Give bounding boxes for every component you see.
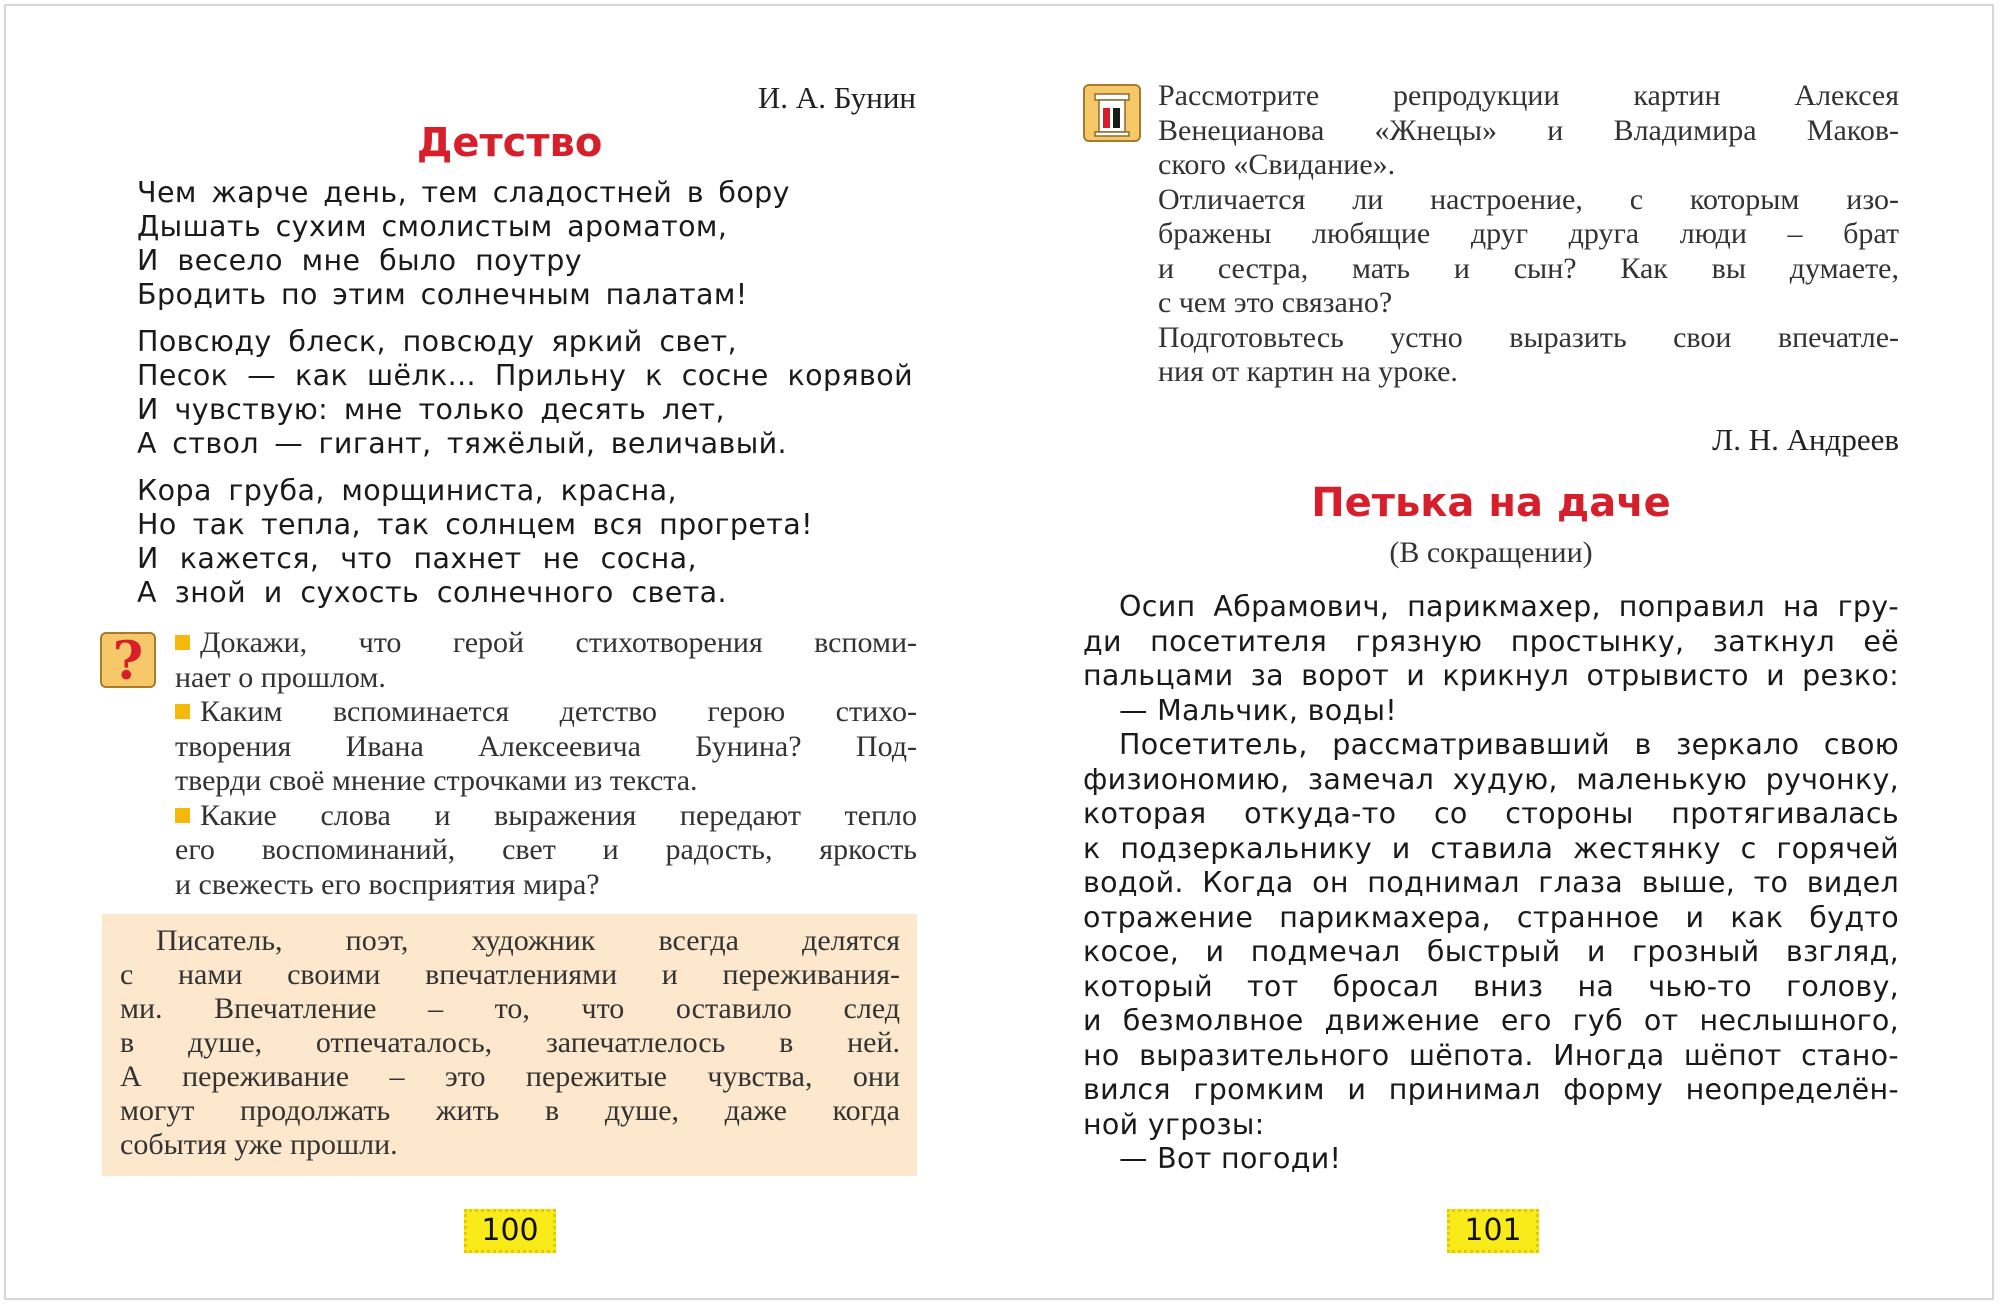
task-line: и сестра, мать и сын? Как вы думаете, — [1158, 251, 1899, 285]
prose-line: но выразительного шёпота. Иногда шёпот стано- — [1083, 1038, 1899, 1072]
poem-stanza-1 — [137, 176, 917, 312]
note-line: с нами своими впечатлениями и переживания- — [120, 958, 900, 991]
poem-line: И чувствую: мне только десять лет, — [137, 393, 725, 426]
note-line: А переживание – это пережитые чувства, они — [120, 1060, 900, 1093]
task-line: с чем это связано? — [1158, 286, 1393, 319]
page-number-left: 100 — [464, 1209, 556, 1253]
poem-line: Но так тепла, так солнцем вся прогрета! — [137, 508, 813, 541]
question-3-line-1: Какие слова и выражения передают тепло — [200, 798, 917, 832]
question-2-line-1: Каким вспоминается детство герою стихо- — [200, 695, 917, 728]
prose-line: который тот бросал вниз на чью-то голову, — [1083, 969, 1899, 1003]
poem-author: И. А. Бунин — [757, 80, 916, 115]
questions-block — [175, 626, 917, 902]
prose-line: ной угрозы: — [1083, 1107, 1265, 1141]
prose-line: — Вот погоди! — [1119, 1142, 1342, 1175]
poem-line: А ствол — гигант, тяжёлый, величавый. — [137, 427, 787, 460]
prose-line: и безмолвное движение его губ от неслышного, — [1083, 1004, 1899, 1037]
note-line: ми. Впечатление – то, что оставило след — [120, 992, 900, 1025]
prose-line: вился громким и принимал форму неопределён- — [1083, 1073, 1899, 1106]
note-line: Писатель, поэт, художник всегда делятся — [156, 924, 900, 957]
prose-line: пальцами за ворот и крикнул отрывисто и резко: — [1083, 659, 1899, 692]
note-line: события уже прошли. — [120, 1128, 398, 1161]
note-text — [120, 924, 900, 1162]
task-line: Подготовьтесь устно выразить свои впечатле- — [1158, 320, 1899, 354]
poem-title: Детство — [416, 120, 603, 166]
poem-stanza-3 — [137, 474, 917, 610]
prose-line: Посетитель, рассматривавший в зеркало свою — [1119, 728, 1899, 761]
note-line: могут продолжать жить в душе, даже когда — [120, 1094, 900, 1127]
bullet-icon — [175, 808, 190, 823]
task-text — [1158, 79, 1899, 390]
prose-line: которая откуда-то со стороны протягивалась — [1083, 797, 1899, 830]
question-3-line-2: его воспоминаний, свет и радость, яркость — [175, 833, 917, 866]
poem-line: Бродить по этим солнечным палатам! — [137, 278, 748, 311]
poem-stanza-2 — [137, 325, 917, 461]
story-subtitle: (В сокращении) — [1389, 536, 1593, 569]
question-1-line-1: Докажи, что герой стихотворения вспоми- — [200, 626, 917, 659]
prose-line: физиономию, замечал худую, маленькую ручонку, — [1083, 762, 1899, 796]
prose-line: — Мальчик, воды! — [1119, 693, 1397, 727]
poem-line: Повсюду блеск, повсюду яркий свет, — [137, 325, 737, 358]
prose-line: косое, и подмечал быстрый и грозный взгляд, — [1083, 935, 1899, 968]
poem-line: И весело мне было поутру — [137, 244, 582, 277]
poem-line: Кора груба, морщиниста, красна, — [137, 474, 677, 507]
poem-line: А зной и сухость солнечного света. — [137, 576, 727, 609]
task-line: ского «Свидание». — [1158, 148, 1396, 181]
prose-line: к подзеркальнику и ставила жестянку с горячей — [1083, 831, 1899, 865]
task-line: Рассмотрите репродукции картин Алексея — [1158, 79, 1899, 112]
note-line: в душе, отпечаталось, запечатлелось в ней. — [120, 1026, 900, 1059]
prose-line: Осип Абрамович, парикмахер, поправил на гру- — [1119, 590, 1899, 623]
story-text — [1083, 590, 1899, 1177]
question-3-line-3: и свежесть его восприятия мира? — [175, 867, 600, 901]
poem-line: Песок — как шёлк... Прильну к сосне корявой — [137, 359, 913, 392]
bullet-icon — [175, 704, 190, 719]
question-mark-icon: ? — [100, 632, 156, 688]
task-line: Отличается ли настроение, с которым изо- — [1158, 182, 1899, 216]
prose-line: отражение парикмахера, странное и как будто — [1083, 900, 1899, 934]
prose-line: водой. Когда он поднимал глаза выше, то видел — [1083, 866, 1899, 899]
question-2-line-3: тверди своё мнение строчками из текста. — [175, 764, 698, 797]
poem-line: Дышать сухим смолистым ароматом, — [137, 210, 728, 243]
prose-line: ди посетителя грязную простынку, заткнул её — [1083, 624, 1899, 658]
poem-line: Чем жарче день, тем сладостней в бору — [137, 176, 790, 209]
bullet-icon — [175, 635, 190, 650]
story-title: Петька на даче — [1311, 480, 1671, 526]
story-author: Л. Н. Андреев — [1712, 422, 1899, 457]
task-line: ния от картин на уроке. — [1158, 355, 1458, 388]
task-line: Венецианова «Жнецы» и Владимира Маков- — [1158, 113, 1899, 147]
question-2-line-2: творения Ивана Алексеевича Бунина? Под- — [175, 729, 917, 763]
poem-line: И кажется, что пахнет не сосна, — [137, 542, 697, 575]
question-1-line-2: нает о прошлом. — [175, 660, 386, 694]
task-line: бражены любящие друг друга люди – брат — [1158, 217, 1899, 250]
painting-column-icon — [1083, 84, 1141, 142]
page-number-right: 101 — [1447, 1209, 1539, 1253]
